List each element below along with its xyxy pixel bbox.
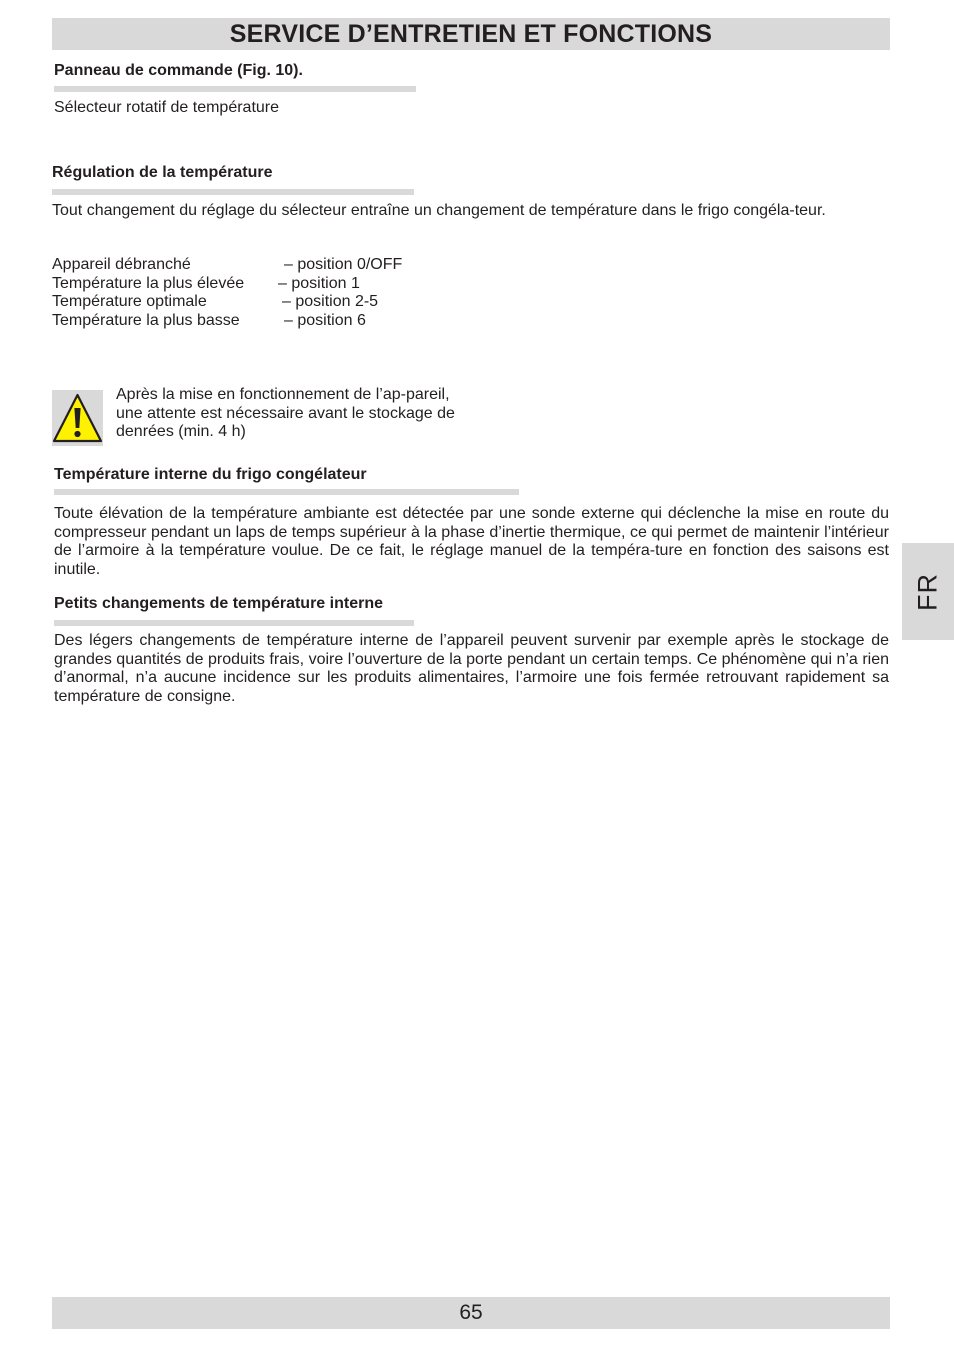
position-value: – position 1 — [278, 274, 360, 292]
regulation-text: Tout changement du réglage du sélecteur entraîne un changement de température dans le frigo congéla-teur. — [52, 202, 826, 219]
panel-text: Sélecteur rotatif de température — [54, 99, 280, 116]
position-row — [52, 275, 472, 294]
section-heading-panel: Panneau de commande (Fig. 10). — [54, 62, 303, 79]
section-heading-small-changes: Petits changements de température interne — [54, 595, 383, 612]
position-value: – position 6 — [284, 311, 366, 329]
small-changes-text: Des légers changements de température interne de l’appareil peuvent survenir par exemple après le stockage de grandes quantités de produits frais, voire l’ouverture de la porte pendant un certain temps. Ce phénomène qui n’a rien d’anormal, n’a aucune incidence sur les produits alimentaires, l’armoire une fois fermée retrouvant rapidement sa température de consigne. — [54, 632, 889, 705]
position-value: – position 2-5 — [282, 293, 379, 310]
position-row — [52, 312, 472, 331]
section-rule-internal — [54, 489, 519, 495]
position-row — [52, 293, 472, 312]
position-label: Température optimale — [52, 293, 207, 310]
section-rule-panel — [54, 86, 416, 92]
page-header-bar — [52, 18, 890, 50]
page-number: 65 — [459, 1301, 483, 1324]
section-rule-small-changes — [54, 620, 414, 626]
language-tab — [902, 543, 954, 640]
section-heading-internal: Température interne du frigo congélateur — [54, 466, 367, 483]
section-rule-regulation — [52, 189, 414, 195]
language-label: FR — [912, 572, 943, 611]
warning-triangle-icon — [52, 390, 103, 446]
warning-text: Après la mise en fonctionnement de l’ap-pareil, une attente est nécessaire avant le stockage de denrées (min. 4 h) — [116, 386, 455, 440]
position-row — [52, 256, 472, 275]
section-heading-regulation: Régulation de la température — [52, 164, 273, 181]
position-label: Température la plus basse — [52, 311, 240, 329]
internal-text: Toute élévation de la température ambiante est détectée par une sonde externe qui déclenche la mise en route du compresseur pendant un laps de temps supérieur à la phase d’inertie thermique, ce qui permet de maintenir l’intérieur de l’armoire à la température voulue. De ce fait, le réglage manuel de la tempéra-ture en fonction des saisons est inutile. — [54, 505, 889, 578]
position-value: – position 0/OFF — [284, 256, 403, 273]
page-footer-bar — [52, 1297, 890, 1329]
position-label: Appareil débranché — [52, 256, 191, 273]
warning-box — [52, 390, 103, 446]
position-table — [52, 256, 472, 330]
position-label: Température la plus élevée — [52, 274, 245, 292]
page-title: SERVICE D’ENTRETIEN ET FONCTIONS — [229, 20, 713, 48]
